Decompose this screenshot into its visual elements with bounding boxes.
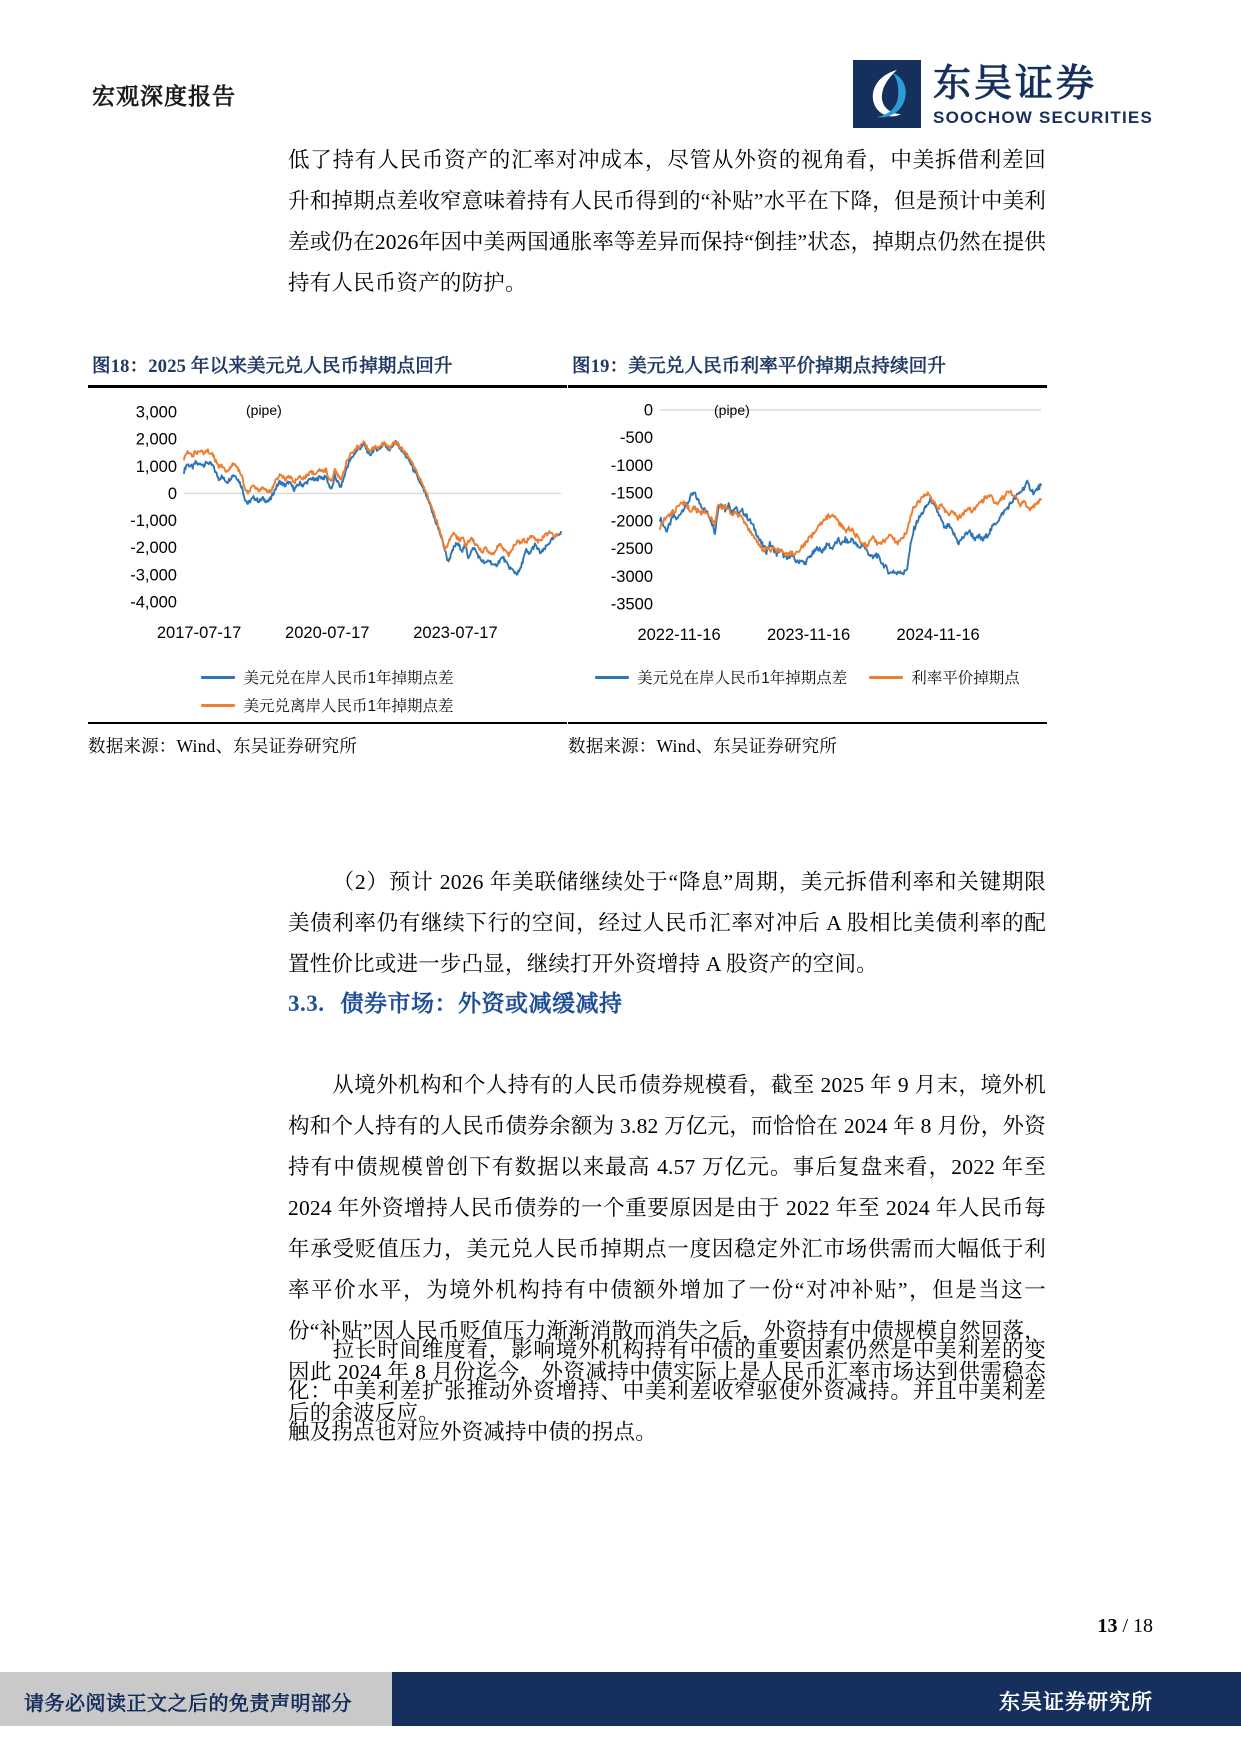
company-logo [853, 60, 1153, 128]
legend-label-parity-swap: 利率平价掉期点 [911, 670, 1020, 687]
legend-item-offshore-swap [201, 694, 453, 716]
section-title: 债券市场：外资或减缓减持 [340, 991, 623, 1016]
svg-text:-500: -500 [619, 429, 653, 448]
svg-text:-2,000: -2,000 [130, 539, 177, 558]
page-number-total: 18 [1133, 1615, 1153, 1637]
page-number-separator: / [1122, 1615, 1128, 1637]
figure-19-source: 数据来源：Wind、东吴证券研究所 [568, 735, 838, 756]
legend-item-onshore-swap-2 [595, 666, 847, 688]
svg-text:-2500: -2500 [610, 540, 653, 559]
figure-18-title: 图18：2025 年以来美元兑人民币掉期点回升 [92, 357, 453, 377]
svg-text:-3000: -3000 [610, 567, 653, 586]
svg-text:1,000: 1,000 [135, 457, 177, 476]
legend-swatch-orange-icon [201, 704, 235, 707]
legend-item-parity-swap [869, 666, 1020, 688]
page-number [1097, 1615, 1153, 1638]
page-header [0, 40, 1241, 127]
paragraph-rate-spread [288, 1330, 1046, 1453]
report-type-label: 宏观深度报告 [92, 84, 236, 109]
svg-text:2022-11-16: 2022-11-16 [637, 626, 721, 644]
section-number: 3.3. [288, 991, 325, 1016]
figure-18-body [88, 388, 567, 722]
legend-swatch-blue-icon [595, 676, 629, 679]
paragraph-fed-rate-outlook-text: （2）预计 2026 年美联储继续处于“降息”周期，美元拆借利率和关键期限美债利率仍有继续下行的空间，经过人民币汇率对冲后 A 股相比美债利率的配置性价比或进一步凸显，继续打开外资增持 A 股资产的空间。 [288, 870, 1046, 976]
logo-company-name-en: SOOCHOW SECURITIES [933, 108, 1153, 127]
svg-text:-1000: -1000 [610, 456, 653, 475]
legend-swatch-blue-icon [201, 676, 235, 679]
paragraph-bond-holdings-text: 从境外机构和个人持有的人民币债券规模看，截至 2025 年 9 月末，境外机构和个人持有的人民币债券余额为 3.82 万亿元，而恰恰在 2024 年 8 月份，外资持有中债规模曾创下有数据以来最高 4.57 万亿元。事后复盘来看，2022 年至 2024 年外资增持人民币债券的一个重要原因是由于 2022 年至 2024 年人民币每年承受贬值压力，美元兑人民币掉期点一度因稳定外汇市场供需而大幅低于利率平价水平，为境外机构持有中债额外增加了一份“对冲补贴”，但是当这一份“补贴”因人民币贬值压力渐渐消散而消失之后，外资持有中债规模自然回落，因此 2024 年 8 月份迄今，外资减持中债实际上是人民币汇率市场达到供需稳态后的余波反应。 [288, 1073, 1046, 1425]
chart-fig18-canvas [88, 388, 567, 656]
svg-text:-1,000: -1,000 [130, 512, 177, 531]
paragraph-rate-spread-text: 拉长时间维度看，影响境外机构持有中债的重要因素仍然是中美利差的变化：中美利差扩张推动外资增持、中美利差收窄驱使外资减持。并且中美利差触及拐点也对应外资减持中债的拐点。 [288, 1338, 1046, 1444]
figure-18 [88, 352, 567, 758]
legend-label-onshore-swap: 美元兑在岸人民币1年掉期点差 [243, 670, 454, 687]
svg-text:-3,000: -3,000 [130, 566, 177, 585]
figure-19-title: 图19：美元兑人民币利率平价掉期点持续回升 [572, 357, 947, 377]
svg-text:2020-07-17: 2020-07-17 [285, 624, 370, 642]
chart-fig19-unit-label: (pipe) [714, 402, 750, 418]
svg-text:0: 0 [643, 401, 653, 420]
svg-text:2017-07-17: 2017-07-17 [156, 624, 242, 642]
legend-label-onshore-swap-2: 美元兑在岸人民币1年掉期点差 [637, 670, 848, 687]
svg-text:2023-07-17: 2023-07-17 [413, 624, 498, 642]
svg-text:0: 0 [167, 484, 177, 503]
paragraph-fed-rate-outlook [288, 862, 1046, 985]
svg-text:-4,000: -4,000 [130, 593, 177, 612]
chart-fig19-canvas [568, 388, 1047, 656]
figure-19 [568, 352, 1047, 758]
chart-fig18-legend [88, 666, 567, 716]
figure-18-source: 数据来源：Wind、东吴证券研究所 [88, 735, 358, 756]
chart-fig19 [568, 388, 1047, 656]
logo-company-name-cn: 东吴证券 [933, 63, 1098, 105]
footer-disclaimer-text: 请务必阅读正文之后的免责声明部分 [24, 1693, 352, 1715]
svg-text:2,000: 2,000 [135, 430, 177, 449]
soochow-logo-mark [853, 60, 921, 128]
svg-text:-1500: -1500 [610, 484, 653, 503]
svg-text:-2000: -2000 [610, 512, 653, 531]
svg-text:2024-11-16: 2024-11-16 [896, 626, 980, 644]
section-heading-3-3 [288, 985, 623, 1018]
chart-fig19-legend [568, 666, 1047, 688]
svg-text:3,000: 3,000 [135, 403, 177, 422]
legend-swatch-orange-icon [869, 676, 903, 679]
legend-item-onshore-swap [201, 666, 453, 688]
footer-firm-name: 东吴证券研究所 [999, 1690, 1153, 1714]
svg-text:2023-11-16: 2023-11-16 [766, 626, 851, 644]
figure-19-body [568, 388, 1047, 722]
chart-fig18 [88, 388, 567, 656]
chart-fig18-unit-label: (pipe) [246, 402, 282, 418]
page-number-current: 13 [1097, 1615, 1118, 1637]
paragraph-continuation: 低了持有人民币资产的汇率对冲成本，尽管从外资的视角看，中美拆借利差回升和掉期点差收窄意味着持有人民币得到的“补贴”水平在下降，但是预计中美利差或仍在2026年因中美两国通胀率等差异而保持“倒挂”状态，掉期点仍然在提供持有人民币资产的防护。 [288, 148, 1046, 295]
legend-label-offshore-swap: 美元兑离岸人民币1年掉期点差 [243, 698, 454, 715]
svg-text:-3500: -3500 [610, 595, 653, 614]
